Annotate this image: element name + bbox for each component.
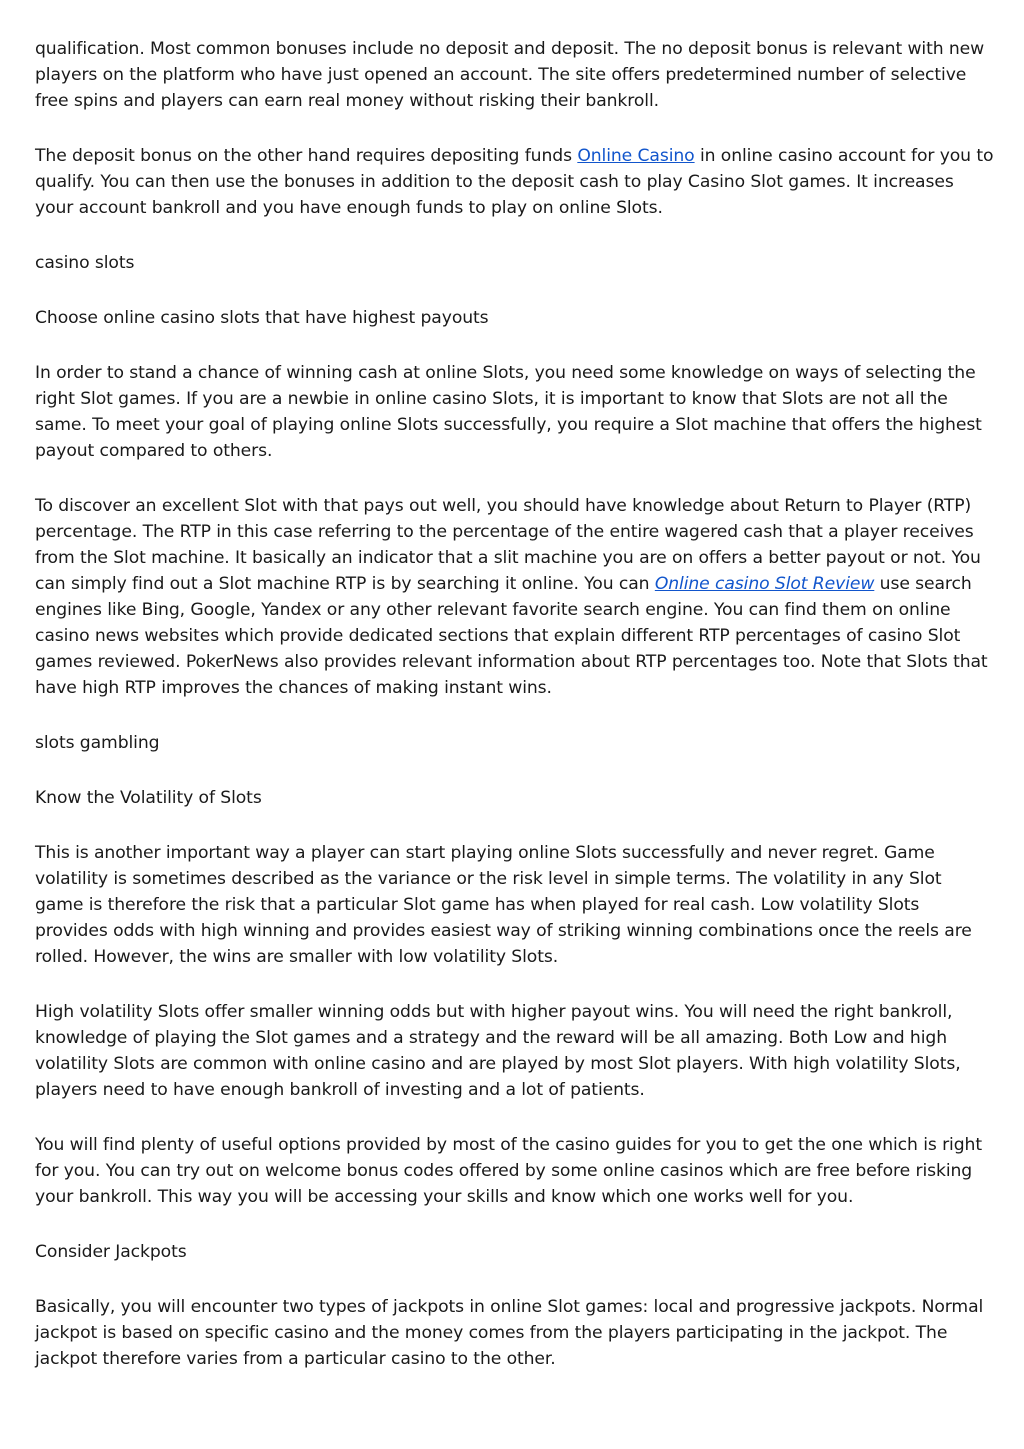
online-casino-link[interactable]: Online Casino	[577, 146, 695, 166]
subheading-highest-payouts: Choose online casino slots that have highest payouts	[35, 308, 489, 328]
paragraph-rtp	[35, 493, 995, 701]
paragraph-text: use search engines like Bing, Google, Yandex or any other relevant favorite search engine. You can find them on online casino news websites which provide dedicated sections that explain different RTP percentages of casino Slot games reviewed. PokerNews also provides relevant information about RTP percentages too. Note that Slots that have high RTP improves the chances of making instant wins.	[35, 574, 988, 698]
paragraph-bonus-qualification: qualification. Most common bonuses include no deposit and deposit. The no deposit bonus is relevant with new players on the platform who have just opened an account. The site offers predetermined number of selective free spins and players can earn real money without risking their bankroll.	[35, 39, 985, 111]
slot-review-link[interactable]: Online casino Slot Review	[654, 574, 875, 594]
document-page	[35, 36, 995, 1401]
paragraph-deposit-bonus	[35, 143, 995, 221]
paragraph-casino-guides: You will find plenty of useful options provided by most of the casino guides for you to get the one which is right for you. You can try out on welcome bonus codes offered by some online casinos which are free before risking your bankroll. This way you will be accessing your skills and know which one works well for you.	[35, 1135, 982, 1207]
subheading-slots-gambling: slots gambling	[35, 733, 160, 753]
paragraph-text: To discover an excellent Slot with that pays out well, you should have knowledge about Return to Player (RTP) percentage. The RTP in this case referring to the percentage of the entire wagered cash that a player receives from the Slot machine. It basically an indicator that a slit machine you are on offers a better payout or not. You can simply find out a Slot machine RTP is by searching it online. You can	[35, 496, 981, 594]
paragraph-selecting-slots: In order to stand a chance of winning cash at online Slots, you need some knowledge on ways of selecting the right Slot games. If you are a newbie in online casino Slots, it is important to know that Slots are not all the same. To meet your goal of playing online Slots successfully, you require a Slot machine that offers the highest payout compared to others.	[35, 363, 982, 461]
paragraph-text: in online casino account for you to qualify. You can then use the bonuses in addition to the deposit cash to play Casino Slot games. It increases your account bankroll and you have enough funds to play on online Slots.	[35, 146, 994, 218]
paragraph-low-volatility: This is another important way a player can start playing online Slots successfully and never regret. Game volatility is sometimes described as the variance or the risk level in simple terms. The volatility in any Slot game is therefore the risk that a particular Slot game has when played for real cash. Low volatility Slots provides odds with high winning and provides easiest way of striking winning combinations once the reels are rolled. However, the wins are smaller with low volatility Slots.	[35, 843, 972, 967]
subheading-jackpots: Consider Jackpots	[35, 1242, 187, 1262]
paragraph-jackpot-types: Basically, you will encounter two types of jackpots in online Slot games: local and progressive jackpots. Normal jackpot is based on specific casino and the money comes from the players participating in the jackpot. The jackpot therefore varies from a particular casino to the other.	[35, 1297, 984, 1369]
paragraph-text: The deposit bonus on the other hand requires depositing funds	[35, 146, 578, 166]
subheading-casino-slots: casino slots	[35, 253, 135, 273]
paragraph-high-volatility: High volatility Slots offer smaller winning odds but with higher payout wins. You will need the right bankroll, knowledge of playing the Slot games and a strategy and the reward will be all amazing. Both Low and high volatility Slots are common with online casino and are played by most Slot players. With high volatility Slots, players need to have enough bankroll of investing and a lot of patients.	[35, 1002, 961, 1100]
subheading-volatility: Know the Volatility of Slots	[35, 788, 262, 808]
